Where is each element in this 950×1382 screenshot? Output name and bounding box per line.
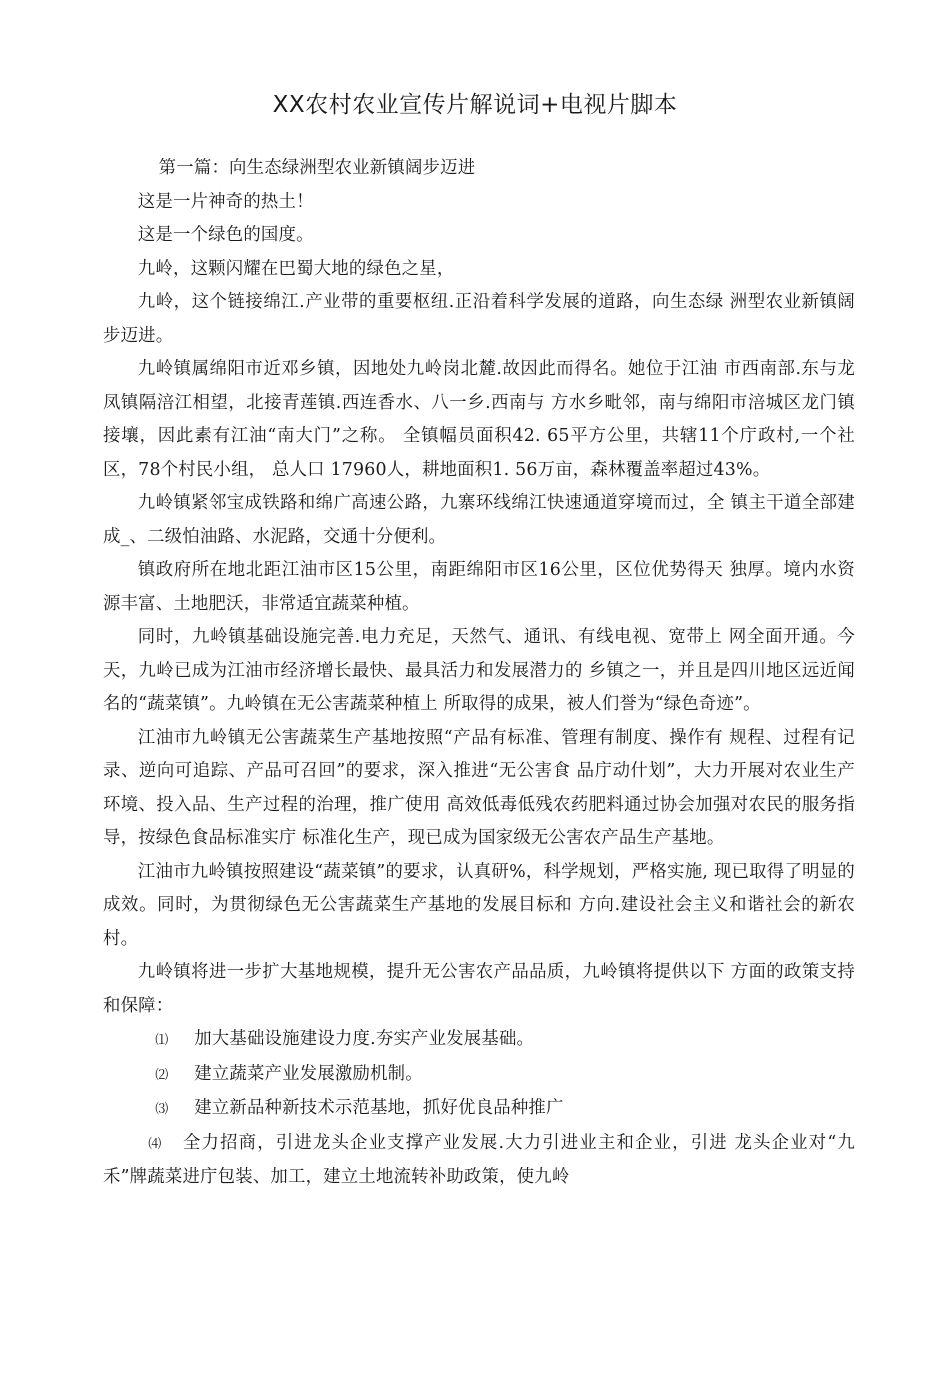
document-body [103, 152, 855, 1195]
paragraph: 九岭，这颗闪耀在巴蜀大地的绿色之星， [137, 258, 455, 279]
document-title: XX农村农业宣传片解说词+电视片脚本 [272, 92, 678, 118]
list-item [103, 1092, 855, 1127]
paragraph: 镇政府所在地北距江油市区15公里，南距绵阳市区16公里，区位优势得天 独厚。境内水资源丰富、土地肥沃，非常适宜蔬菜种植。 [103, 560, 855, 614]
paragraph: 九岭镇将进一步扩大基地规模，提升无公害农产品品质，九岭镇将提供以下 方面的政策支持和保障： [103, 962, 855, 1016]
paragraph: 江油市九岭镇按照建设“蔬菜镇”的要求，认真研%，科学规划，严格实施, 现已取得了明显的成效。同时，为贯彻绿色无公害蔬菜生产基地的发展目标和 方向.建设社会主义和谐社会的新农村。 [103, 861, 855, 949]
paragraph: 这是一片神奇的热土！ [137, 191, 314, 212]
list-item-text: 全力招商，引进龙头企业支撑产业发展.大力引进业主和企业，引进 龙头企业对“九禾”牌蔬菜进庁包装、加工，建立土地流转补助政策，使九岭 [103, 1132, 855, 1187]
list-item-number: ⑶ [155, 1102, 169, 1117]
list-item-number: ⑵ [155, 1067, 169, 1083]
list-item [103, 1127, 855, 1195]
paragraph: 九岭镇属绵阳市近邓乡镇，因地处九岭岗北麓.故因此而得名。她位于江油 市西南部.东与龙凤镇隔涪江相望，北接青莲镇.西连香水、八一乡.西南与 方水乡毗邻，南与绵阳市涪城区龙门镇接壤，因此素有江油“南大门”之称。 全镇幅员面积42. 65平方公里，共辖11个庁政村,一个社区，78个村民小组， 总人口 17960人，耕地面积1. 56万亩，森林覆盖率超过43%。 [103, 359, 855, 480]
list-item-number: ⑷ [148, 1136, 162, 1152]
paragraph: 九岭，这个链接绵江.产业带的重要枢纽.正沿着科学发展的道路，向生态绿 洲型农业新镇阔步迈进。 [103, 292, 855, 346]
list-item-text: 建立新品种新技术示范基地，抓好优良品种推广 [194, 1098, 564, 1118]
paragraph: 江油市九岭镇无公害蔬菜生产基地按照“产品有标准、管理有制度、操作有 规程、过程有记录、逆向可追踪、产品可召回”的要求，深入推进“无公害食 品庁动什划”，大力开展对农业生产环境、投入品、生产过程的治理，推广使用 高效低毒低残农药肥料通过协会加强对农民的服务指导，按绿色食品标准实庁 标准化生产，现已成为国家级无公害农产品生产基地。 [103, 727, 855, 848]
list-item [103, 1058, 855, 1093]
paragraph: 九岭镇紧邻宝成铁路和绵广高速公路，九寨环线绵江快速通道穿境而过，全 镇主干道全部建成_、二级怕油路、水泥路，交通十分便利。 [103, 493, 855, 547]
section-subheading: 第一篇：向生态绿洲型农业新镇阔步迈进 [158, 158, 476, 178]
list-item-number: ⑴ [155, 1033, 169, 1048]
list-item-text: 建立蔬菜产业发展激励机制。 [194, 1063, 423, 1084]
list-item [103, 1023, 855, 1058]
paragraph: 这是一个绿色的国度。 [137, 225, 314, 245]
paragraph: 同时，九岭镇基础设施完善.电力充足，天然气、通讯、有线电视、宽带上 网全面开通。今天，九岭已成为江油市经济增长最快、最具活力和发展潜力的 乡镇之一，并且是四川地区远近闻名的“蔬菜镇”。九岭镇在无公害蔬菜种植上 所取得的成果，被人们誉为“绿色奇迹”。 [103, 627, 855, 714]
list-item-text: 加大基础设施建设力度.夯实产业发展基础。 [194, 1029, 535, 1049]
